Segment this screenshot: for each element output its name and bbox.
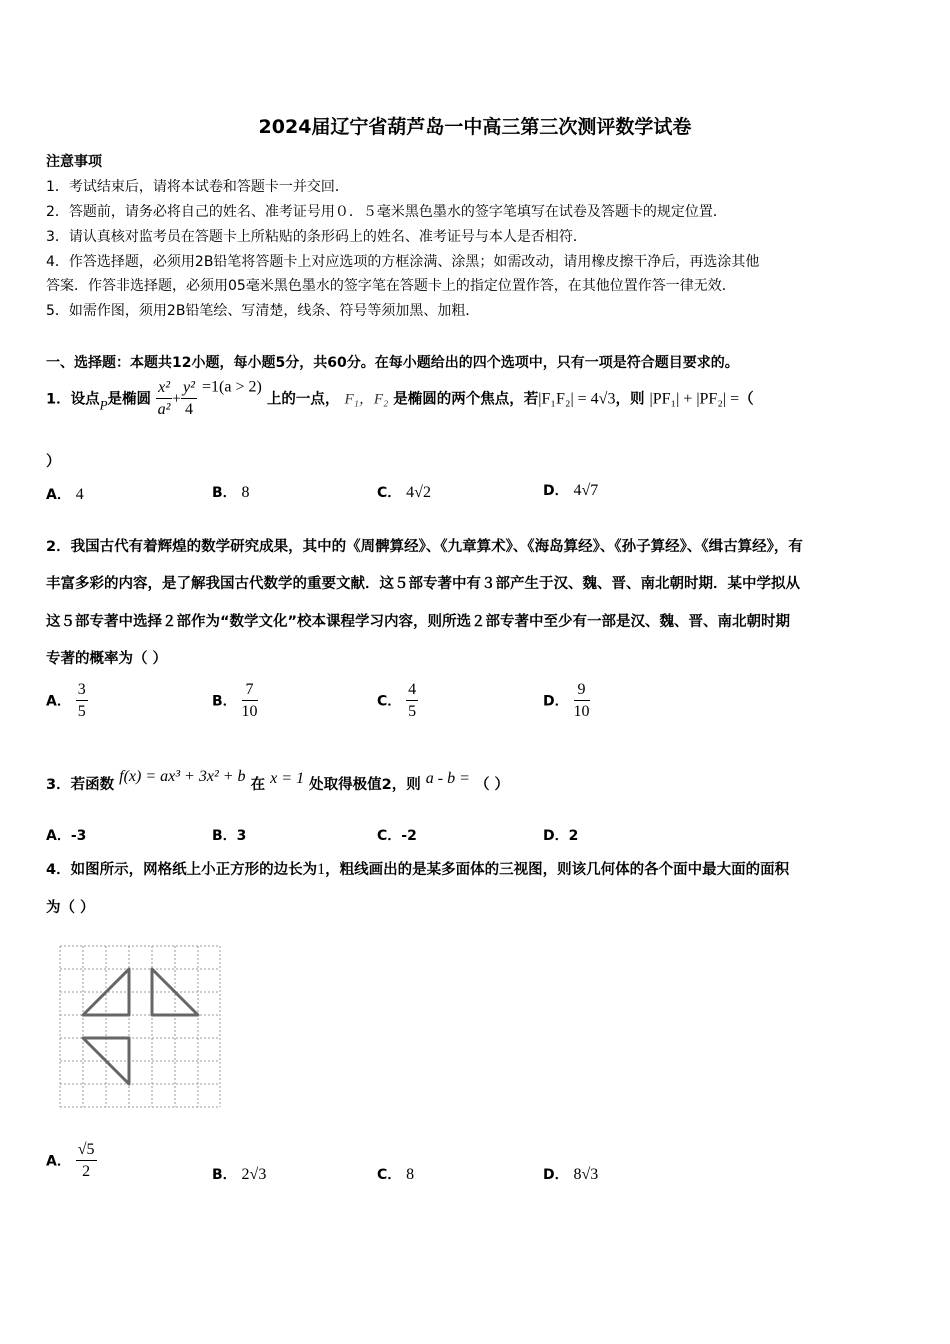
notice-item: 4．作答选择题，必须用2B铅笔将答题卡上对应选项的方框涂满、涂黑；如需改动，请用橡皮擦干净后，再选涂其他 bbox=[46, 254, 760, 270]
q1-condition: =1(a > 2) bbox=[202, 378, 262, 396]
q2-option-b[interactable]: B． $\frac{7}{10}$ bbox=[212, 681, 258, 720]
q2-line: 专著的概率为（ ） bbox=[46, 651, 168, 667]
grid-lines bbox=[60, 946, 220, 1107]
q3-option-a[interactable]: A．-3 bbox=[46, 828, 87, 844]
notice-heading: 注意事项 bbox=[46, 154, 102, 170]
notice-item: 答案．作答非选择题，必须用05毫米黑色墨水的签字笔在答题卡上的指定位置作答，在其他位置作答一律无效． bbox=[46, 278, 736, 294]
q1-option-d[interactable]: D． 4√7 bbox=[543, 482, 599, 499]
q4-line2: 为（ ） bbox=[46, 900, 95, 916]
q1-mid: 是椭圆 bbox=[107, 391, 152, 408]
q4-line1: 4．如图所示，网格纸上小正方形的边长为1，粗线画出的是某多面体的三视图，则该几何体的各个面中最大面的面积 bbox=[46, 861, 790, 878]
notice-item: 5．如需作图，须用2B铅笔绘、写清楚，线条、符号等须加黑、加粗． bbox=[46, 303, 480, 319]
three-view-diagram bbox=[56, 942, 224, 1112]
q3-function: f(x) = ax³ + 3x² + b bbox=[119, 768, 246, 785]
q1-ask: |PF₁| + |PF₂| = bbox=[649, 390, 740, 408]
q1-lead: 1．设点 bbox=[46, 391, 100, 408]
notice-item: 2．答题前，请务必将自己的姓名、准考证号用０．５毫米黑色墨水的签字笔填写在试卷及答题卡的规定位置． bbox=[46, 204, 727, 220]
q1-foci: F₁，F₂ bbox=[344, 391, 389, 408]
q3-text: 处取得极值2，则 bbox=[309, 777, 421, 793]
q1-frac-x: $\frac{\text{x²}}{\text{a²}}$ bbox=[157, 379, 171, 418]
q3-ask: a - b = bbox=[425, 770, 470, 787]
q1-paren-close: ） bbox=[46, 454, 61, 470]
q1-given: |F₁F₂| = 4√3 bbox=[538, 390, 616, 408]
q3-option-d[interactable]: D．2 bbox=[543, 828, 579, 844]
q1-paren-open: （ bbox=[739, 391, 754, 408]
page-title: 2024届辽宁省葫芦岛一中高三第三次测评数学试卷 bbox=[258, 116, 692, 138]
notice-item: 1．考试结束后，请将本试卷和答题卡一并交回． bbox=[46, 179, 349, 195]
q2-line: 这５部专著中选择２部作为“数学文化”校本课程学习内容，则所选２部专著中至少有一部是汉、魏、晋、南北朝时期 bbox=[46, 614, 791, 630]
q4-option-c[interactable]: C． 8 bbox=[377, 1166, 415, 1183]
q1-frac-y: $\frac{\text{y²}}{4}$ bbox=[183, 379, 195, 418]
q3-paren: （ ） bbox=[474, 777, 510, 793]
q1-option-a[interactable]: A． 4 bbox=[46, 486, 84, 503]
q3-lead: 3．若函数 bbox=[46, 777, 115, 793]
q2-line: 丰富多彩的内容，是了解我国古代数学的重要文献．这５部专著中有３部产生于汉、魏、晋、南北朝时期．某中学拟从 bbox=[46, 576, 800, 592]
q3-option-c[interactable]: C．-2 bbox=[377, 828, 417, 844]
q1-option-b[interactable]: B． 8 bbox=[212, 484, 250, 501]
q3-x: x = 1 bbox=[270, 770, 305, 787]
q1-option-c[interactable]: C． 4√2 bbox=[377, 484, 431, 501]
q4-option-d[interactable]: D． 8√3 bbox=[543, 1166, 599, 1183]
q1-text3: 是椭圆的两个焦点，若 bbox=[393, 391, 539, 408]
q2-line: 2．我国古代有着辉煌的数学研究成果，其中的《周髀算经》、《九章算术》、《海岛算经》、《孙子算经》、《缉古算经》，有 bbox=[46, 539, 803, 555]
q1-point: P bbox=[99, 397, 108, 413]
question-3 bbox=[46, 768, 509, 794]
q2-option-d[interactable]: D． $\frac{9}{10}$ bbox=[543, 681, 590, 720]
q4-option-b[interactable]: B． 2√3 bbox=[212, 1166, 267, 1183]
q2-option-a[interactable]: A． $\frac{3}{5}$ bbox=[46, 681, 86, 720]
q3-option-b[interactable]: B．3 bbox=[212, 828, 247, 844]
question-1 bbox=[46, 378, 754, 421]
q4-option-a[interactable]: A． $\frac{√5}{2}$ bbox=[46, 1141, 95, 1180]
plus-sign: + bbox=[172, 390, 182, 408]
q3-at: 在 bbox=[250, 777, 266, 793]
q1-text2: 上的一点， bbox=[266, 391, 340, 408]
q1-text4: ，则 bbox=[615, 391, 645, 408]
notice-item: 3．请认真核对监考员在答题卡上所粘贴的条形码上的姓名、准考证号与本人是否相符． bbox=[46, 229, 587, 245]
section-heading: 一、选择题：本题共12小题，每小题5分，共60分。在每小题给出的四个选项中，只有一项是符合题目要求的。 bbox=[46, 355, 739, 371]
q2-option-c[interactable]: C． $\frac{4}{5}$ bbox=[377, 681, 417, 720]
